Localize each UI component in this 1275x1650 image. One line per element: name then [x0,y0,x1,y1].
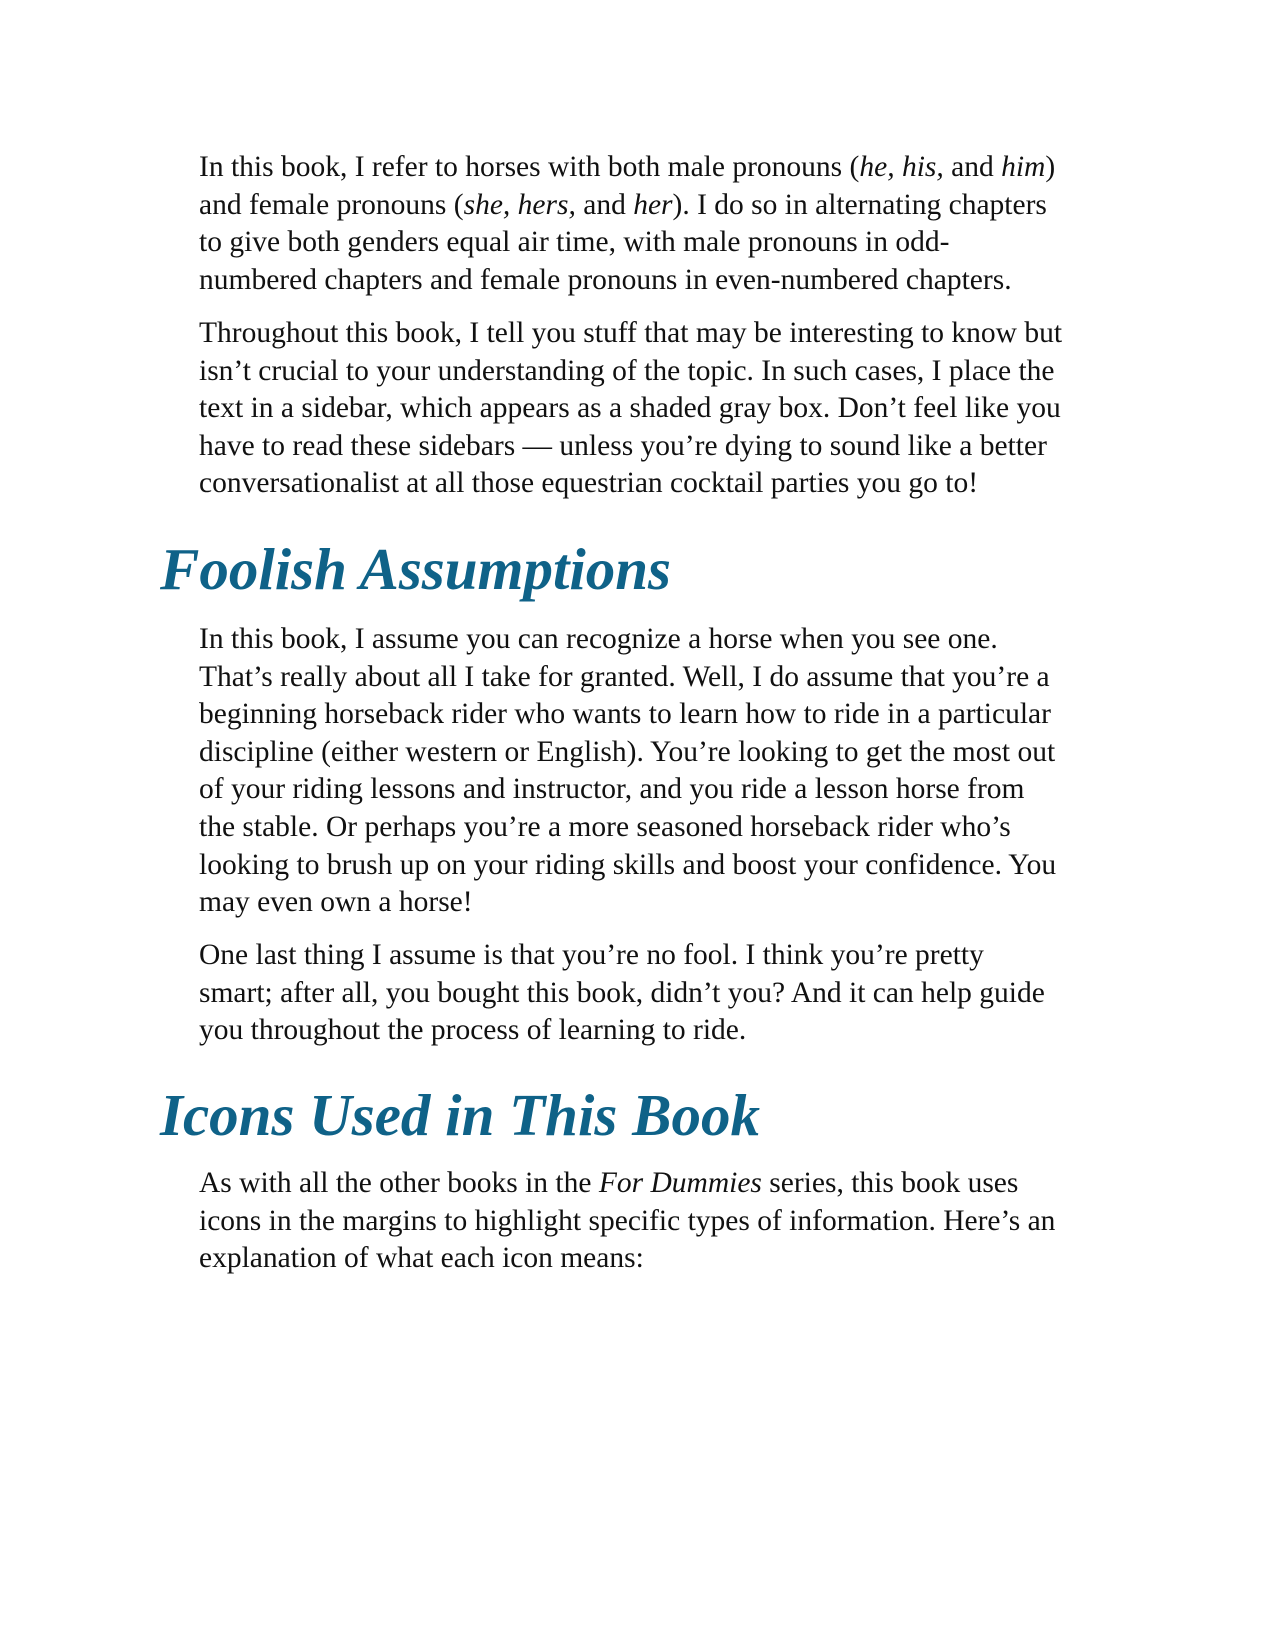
text-line: may even own a horse! [199,886,473,919]
text-line: smart; after all, you bought this book, didn’t you? And it can help guide [199,976,1045,1009]
paragraph-sidebars [199,315,1129,503]
text-line: of your riding lessons and instructor, and you ride a lesson horse from [199,773,1025,806]
text-line: In this book, I assume you can recognize a horse when you see one. [199,623,998,655]
text-line: discipline (either western or English). You’re looking to get the most out [199,735,1056,768]
section-heading-foolish-assumptions: Foolish Assumptions [160,536,672,602]
text-line: and female pronouns (she, hers, and her). I do so in alternating chapters [199,188,1047,221]
text-line: isn’t crucial to your understanding of the topic. In such cases, I place the [199,354,1055,387]
text-line: numbered chapters and female pronouns in even-numbered chapters. [199,263,1012,296]
text-line: Throughout this book, I tell you stuff that may be interesting to know but [199,317,1063,349]
text-line: One last thing I assume is that you’re no fool. I think you’re pretty [199,939,984,971]
text-line: to give both genders equal air time, with male pronouns in odd- [199,226,950,259]
section-heading-icons-used: Icons Used in This Book [160,1082,760,1148]
text-line: In this book, I refer to horses with both male pronouns (he, his, and him) [199,151,1056,183]
text-line: you throughout the process of learning to ride. [199,1014,747,1047]
paragraph-icons-intro [199,1165,1129,1278]
text-line: conversationalist at all those equestrian cocktail parties you go to! [199,467,979,500]
text-line: icons in the margins to highlight specific types of information. Here’s an [199,1204,1056,1237]
text-line: text in a sidebar, which appears as a shaded gray box. Don’t feel like you [199,392,1061,425]
text-line: explanation of what each icon means: [199,1242,644,1275]
paragraph-no-fool [199,937,1129,1050]
text-line: As with all the other books in the For Dummies series, this book uses [199,1167,1019,1199]
paragraph-pronouns [199,149,1129,299]
text-line: That’s really about all I take for granted. Well, I do assume that you’re a [199,660,1050,693]
paragraph-assumptions [199,621,1129,922]
text-line: beginning horseback rider who wants to learn how to ride in a particular [199,698,1051,731]
text-line: the stable. Or perhaps you’re a more seasoned horseback rider who’s [199,810,1011,843]
text-line: looking to brush up on your riding skills and boost your confidence. You [199,848,1057,881]
text-line: have to read these sidebars — unless you’re dying to sound like a better [199,429,1047,462]
